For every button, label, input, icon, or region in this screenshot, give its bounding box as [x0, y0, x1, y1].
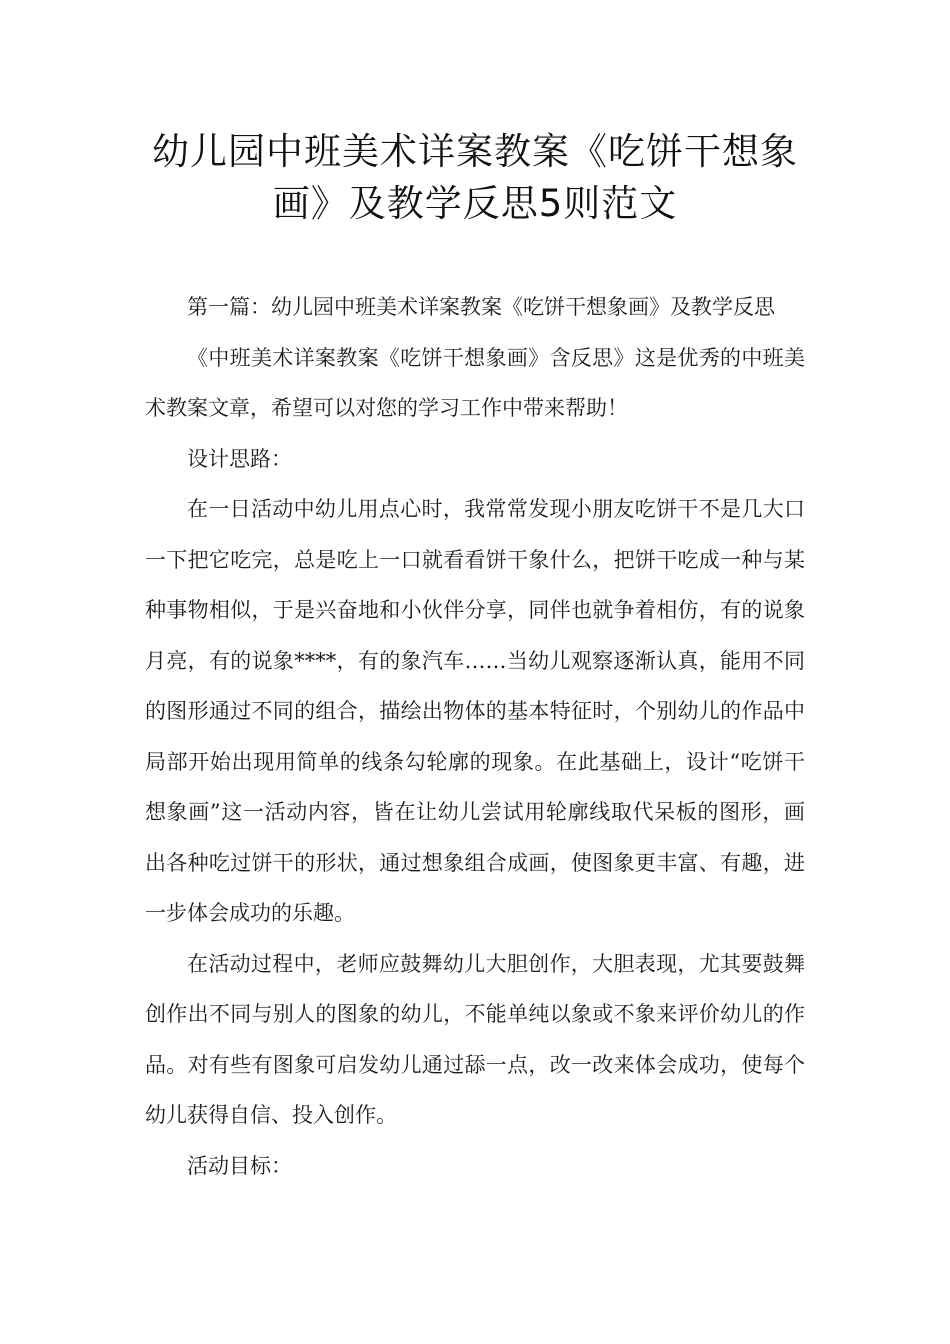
design-idea-paragraph: 在一日活动中幼儿用点心时，我常常发现小朋友吃饼干不是几大口一下把它吃完，总是吃上一口就看看饼干象什么，把饼干吃成一种与某种事物相似，于是兴奋地和小伙伴分享，同伴也就争着相仿，有的说象月亮，有的说象****，有的象汽车……当幼儿观察逐渐认真，能用不同的图形通过不同的组合，描绘出物体的基本特征时，个别幼儿的作品中局部开始出现用简单的线条勾轮廓的现象。在此基础上，设计“吃饼干想象画”这一活动内容，皆在让幼儿尝试用轮廓线取代呆板的图形，画出各种吃过饼干的形状，通过想象组合成画，使图象更丰富、有趣，进一步体会成功的乐趣。 [145, 497, 805, 925]
section-heading: 第一篇：幼儿园中班美术详案教案《吃饼干想象画》及教学反思 [187, 295, 775, 319]
document-title [120, 126, 830, 230]
title-line-1: 幼儿园中班美术详案教案《吃饼干想象 [152, 130, 798, 173]
document-body [145, 282, 805, 1191]
activity-goals-heading: 活动目标： [187, 1153, 292, 1178]
title-line-2: 画》及教学反思5则范文 [272, 182, 678, 225]
intro-paragraph: 《中班美术详案教案《吃饼干想象画》含反思》这是优秀的中班美术教案文章，希望可以对您的学习工作中带来帮助！ [145, 345, 805, 420]
activity-process-paragraph: 在活动过程中，老师应鼓舞幼儿大胆创作，大胆表现，尤其要鼓舞创作出不同与别人的图象的幼儿，不能单纯以象或不象来评价幼儿的作品。对有些有图象可启发幼儿通过舔一点，改一改来体会成功，使每个幼儿获得自信、投入创作。 [145, 951, 805, 1127]
design-idea-heading: 设计思路： [187, 446, 292, 471]
